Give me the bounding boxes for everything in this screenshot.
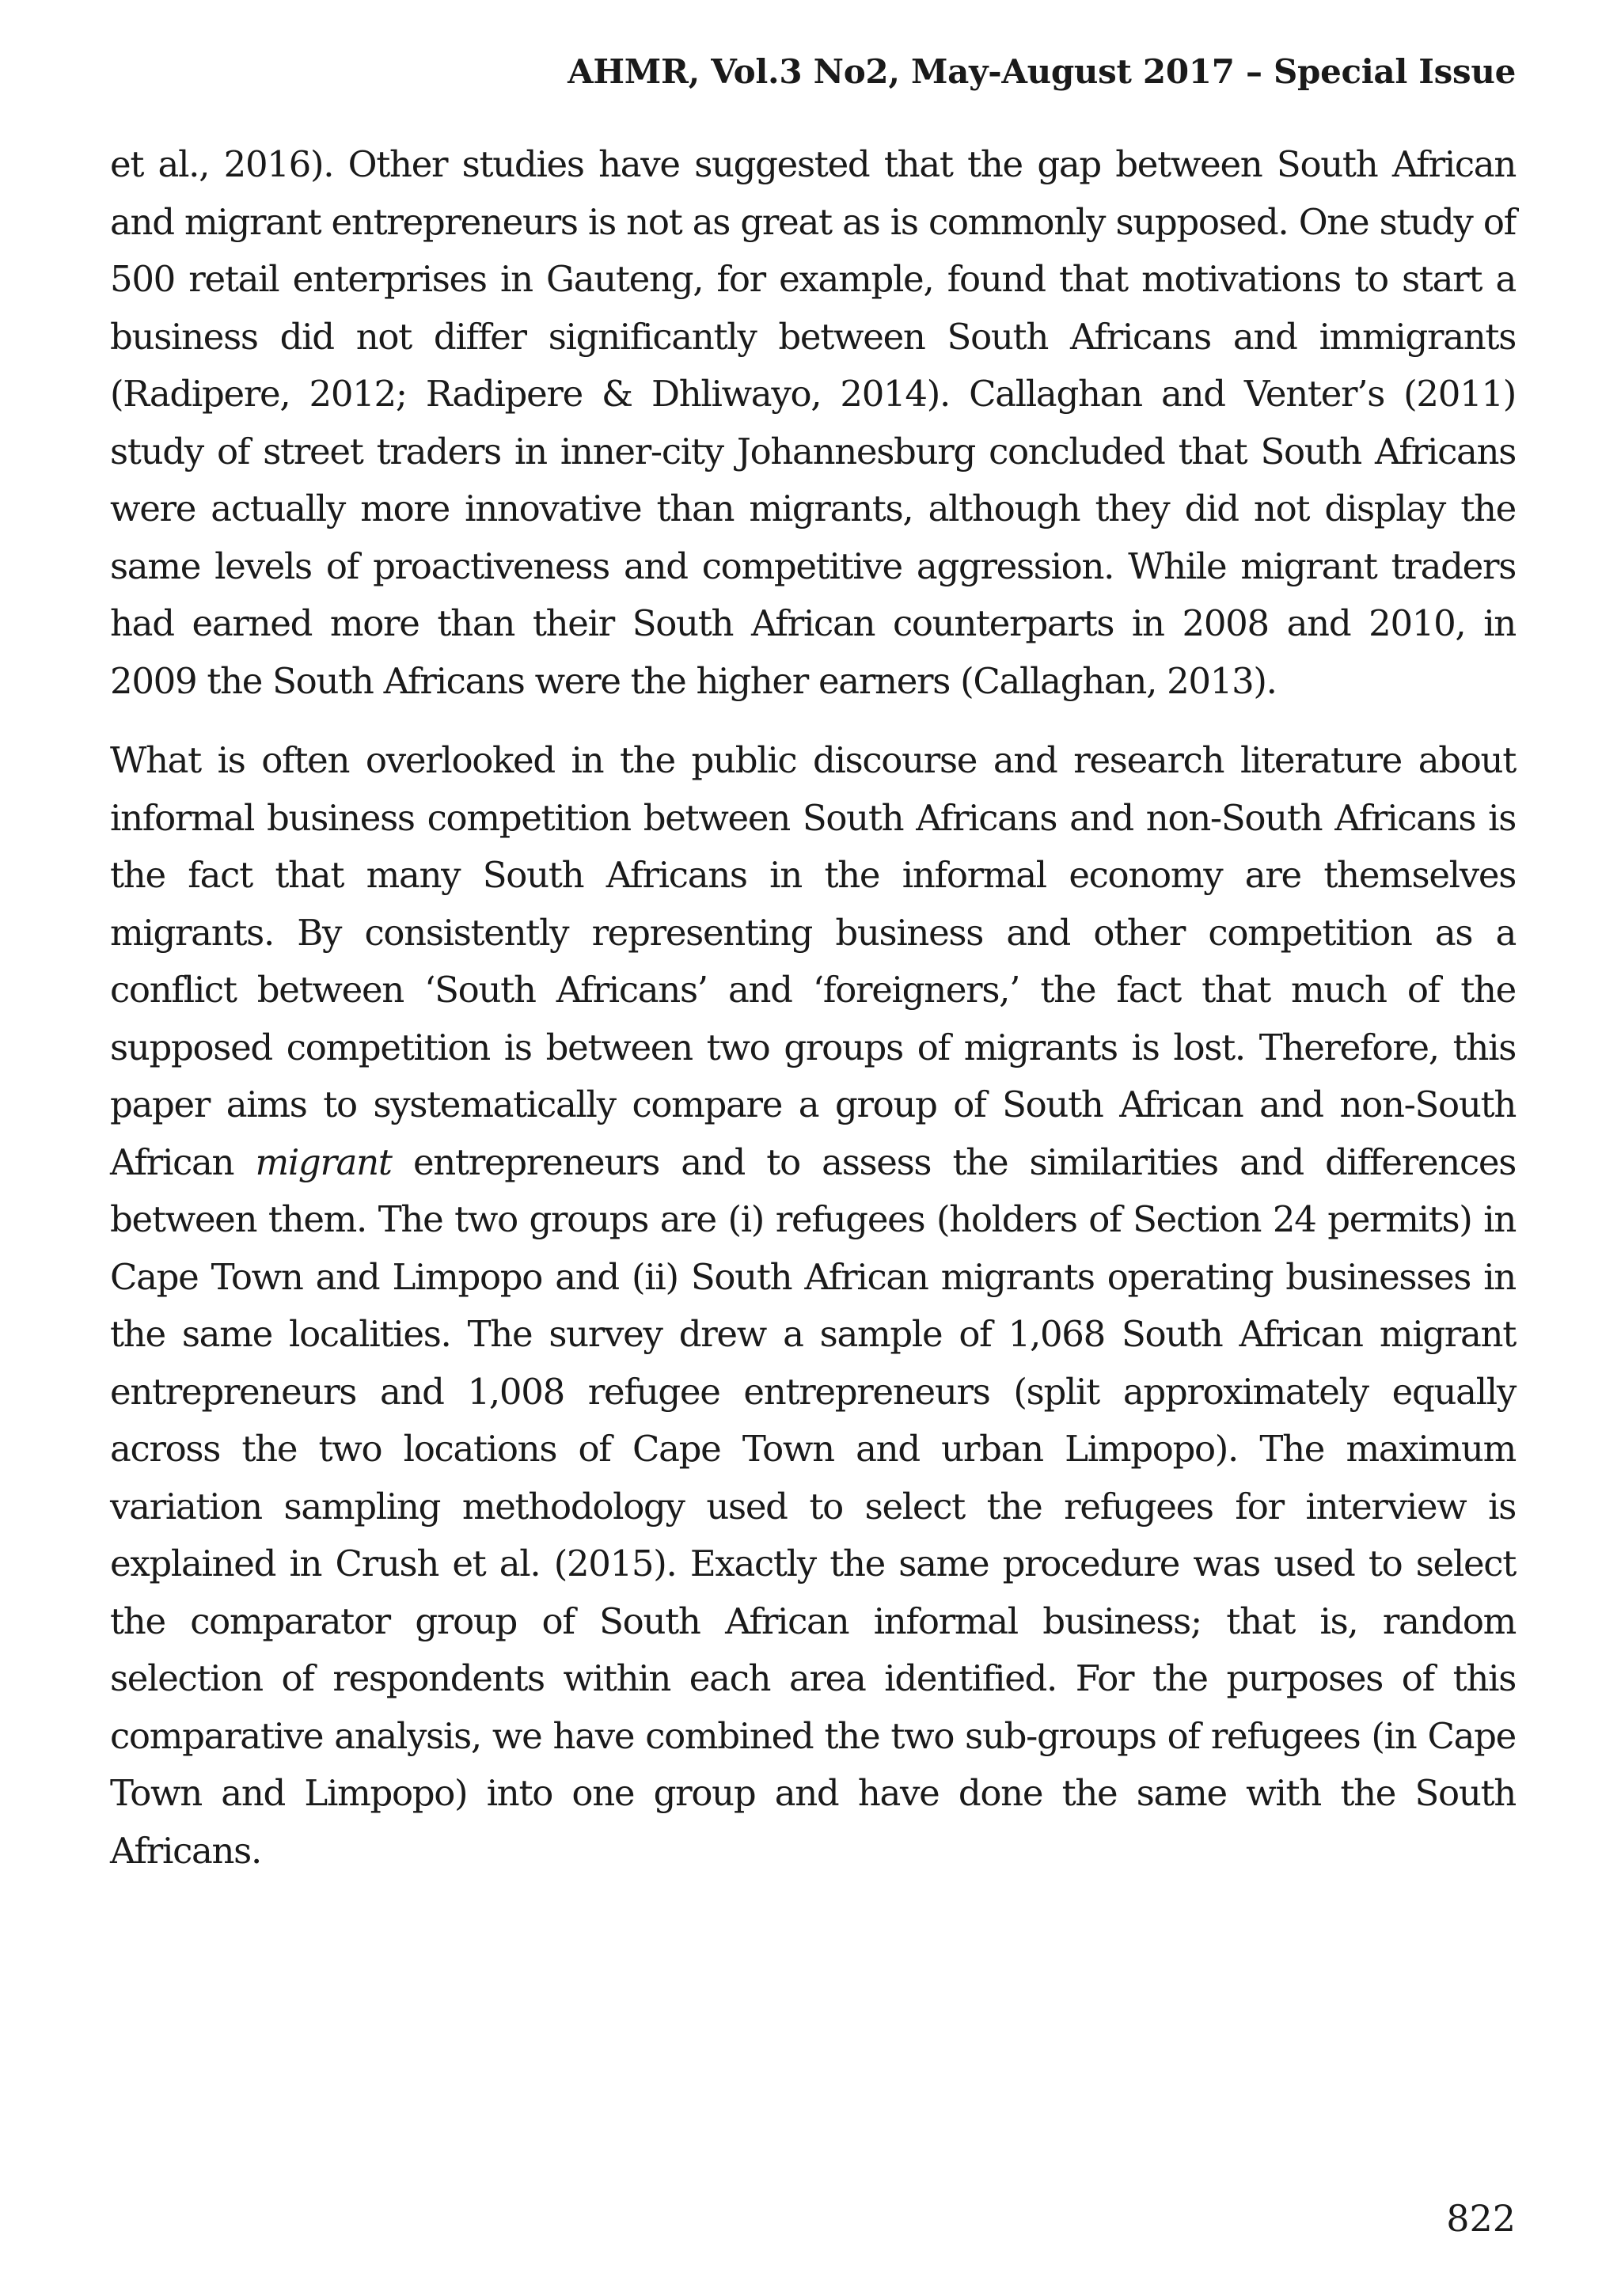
emphasized-word: migrant bbox=[255, 1140, 392, 1183]
page-number: 822 bbox=[1446, 2197, 1516, 2240]
running-header: AHMR, Vol.3 No2, May-August 2017 – Special Issue bbox=[568, 52, 1516, 91]
paragraph-2-text-end: entrepreneurs and to assess the similarities and differences between them. The two groups are (i) refugees (holders of Section 24 permits) in Cape Town and Limpopo and (ii) South African migrants operating businesses in the same localities. The survey drew a sample of 1,068 South African migrant entrepreneurs and 1,008 refugee entrepreneurs (split approximately equally across the two locations of Cape Town and urban Limpopo). The maximum variation sampling methodology used to select the refugees for interview is explained in Crush et al. (2015). Exactly the same procedure was used to select the comparator group of South African informal business; that is, random selection of respondents within each area identified. For the purposes of this comparative analysis, we have combined the two sub-groups of refugees (in Cape Town and Limpopo) into one group and have done the same with the South Africans. bbox=[110, 1140, 1516, 1872]
body-text bbox=[110, 136, 1516, 1880]
paragraph-1: et al., 2016). Other studies have suggested that the gap between South African and migrant entrepreneurs is not as great as is commonly supposed. One study of 500 retail enterprises in Gauteng, for example, found that motivations to start a business did not differ significantly between South Africans and immigrants (Radipere, 2012; Radipere & Dhliwayo, 2014). Callaghan and Venter’s (2011) study of street traders in inner-city Johannesburg concluded that South Africans were actually more innovative than migrants, although they did not display the same levels of proactiveness and competitive aggression. While migrant traders had earned more than their South African counterparts in 2008 and 2010, in 2009 the South Africans were the higher earners (Callaghan, 2013). bbox=[110, 143, 1516, 702]
paragraph-2-text-start: What is often overlooked in the public discourse and research literature about informal business competition between South Africans and non-South Africans is the fact that many South Africans in the informal economy are themselves migrants. By consistently representing business and other competition as a conflict between ‘South Africans’ and ‘foreigners,’ the fact that much of the supposed competition is between two groups of migrants is lost. Therefore, this paper aims to systematically compare a group of South African and non-South African bbox=[110, 739, 1516, 1183]
paragraph-2 bbox=[110, 732, 1516, 1880]
